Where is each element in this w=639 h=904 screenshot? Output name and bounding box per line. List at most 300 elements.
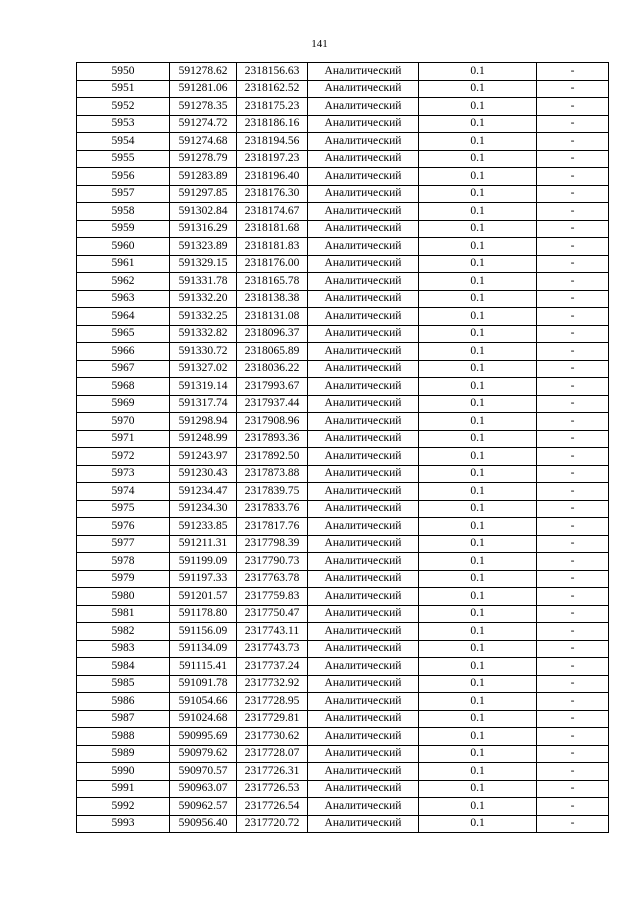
y-coordinate-cell: 2318181.68 xyxy=(237,220,308,238)
table-row xyxy=(77,483,609,501)
method-cell: Аналитический xyxy=(308,500,419,518)
accuracy-cell: 0.1 xyxy=(419,325,537,343)
y-coordinate-cell: 2317732.92 xyxy=(237,675,308,693)
note-cell: - xyxy=(537,63,609,81)
x-coordinate-cell: 590962.57 xyxy=(170,798,237,816)
x-coordinate-cell: 591054.66 xyxy=(170,693,237,711)
x-coordinate-cell: 591234.30 xyxy=(170,500,237,518)
point-number-cell: 5978 xyxy=(77,553,170,571)
x-coordinate-cell: 591278.62 xyxy=(170,63,237,81)
accuracy-cell: 0.1 xyxy=(419,360,537,378)
table-row xyxy=(77,710,609,728)
method-cell: Аналитический xyxy=(308,290,419,308)
table-row xyxy=(77,290,609,308)
x-coordinate-cell: 591178.80 xyxy=(170,605,237,623)
accuracy-cell: 0.1 xyxy=(419,728,537,746)
point-number-cell: 5966 xyxy=(77,343,170,361)
x-coordinate-cell: 591317.74 xyxy=(170,395,237,413)
note-cell: - xyxy=(537,168,609,186)
accuracy-cell: 0.1 xyxy=(419,798,537,816)
note-cell: - xyxy=(537,395,609,413)
table-row xyxy=(77,185,609,203)
accuracy-cell: 0.1 xyxy=(419,745,537,763)
point-number-cell: 5971 xyxy=(77,430,170,448)
method-cell: Аналитический xyxy=(308,763,419,781)
note-cell: - xyxy=(537,815,609,833)
x-coordinate-cell: 590963.07 xyxy=(170,780,237,798)
table-row xyxy=(77,518,609,536)
note-cell: - xyxy=(537,640,609,658)
method-cell: Аналитический xyxy=(308,483,419,501)
accuracy-cell: 0.1 xyxy=(419,640,537,658)
table-row xyxy=(77,308,609,326)
accuracy-cell: 0.1 xyxy=(419,395,537,413)
y-coordinate-cell: 2317893.36 xyxy=(237,430,308,448)
x-coordinate-cell: 591281.06 xyxy=(170,80,237,98)
point-number-cell: 5963 xyxy=(77,290,170,308)
x-coordinate-cell: 591234.47 xyxy=(170,483,237,501)
y-coordinate-cell: 2318036.22 xyxy=(237,360,308,378)
table-row xyxy=(77,325,609,343)
y-coordinate-cell: 2317743.73 xyxy=(237,640,308,658)
y-coordinate-cell: 2318196.40 xyxy=(237,168,308,186)
point-number-cell: 5972 xyxy=(77,448,170,466)
accuracy-cell: 0.1 xyxy=(419,815,537,833)
method-cell: Аналитический xyxy=(308,343,419,361)
y-coordinate-cell: 2318194.56 xyxy=(237,133,308,151)
point-number-cell: 5980 xyxy=(77,588,170,606)
note-cell: - xyxy=(537,553,609,571)
table-row xyxy=(77,378,609,396)
x-coordinate-cell: 591197.33 xyxy=(170,570,237,588)
method-cell: Аналитический xyxy=(308,728,419,746)
x-coordinate-cell: 591091.78 xyxy=(170,675,237,693)
method-cell: Аналитический xyxy=(308,115,419,133)
table-row xyxy=(77,63,609,81)
method-cell: Аналитический xyxy=(308,63,419,81)
point-number-cell: 5985 xyxy=(77,675,170,693)
x-coordinate-cell: 591274.68 xyxy=(170,133,237,151)
method-cell: Аналитический xyxy=(308,535,419,553)
note-cell: - xyxy=(537,220,609,238)
method-cell: Аналитический xyxy=(308,308,419,326)
y-coordinate-cell: 2317720.72 xyxy=(237,815,308,833)
accuracy-cell: 0.1 xyxy=(419,290,537,308)
table-row xyxy=(77,168,609,186)
x-coordinate-cell: 591332.82 xyxy=(170,325,237,343)
accuracy-cell: 0.1 xyxy=(419,238,537,256)
point-number-cell: 5988 xyxy=(77,728,170,746)
method-cell: Аналитический xyxy=(308,570,419,588)
note-cell: - xyxy=(537,325,609,343)
y-coordinate-cell: 2317759.83 xyxy=(237,588,308,606)
accuracy-cell: 0.1 xyxy=(419,378,537,396)
y-coordinate-cell: 2317937.44 xyxy=(237,395,308,413)
table-row xyxy=(77,763,609,781)
note-cell: - xyxy=(537,465,609,483)
table-row xyxy=(77,553,609,571)
accuracy-cell: 0.1 xyxy=(419,535,537,553)
y-coordinate-cell: 2318186.16 xyxy=(237,115,308,133)
method-cell: Аналитический xyxy=(308,413,419,431)
x-coordinate-cell: 591230.43 xyxy=(170,465,237,483)
point-number-cell: 5952 xyxy=(77,98,170,116)
table-row xyxy=(77,675,609,693)
x-coordinate-cell: 591283.89 xyxy=(170,168,237,186)
method-cell: Аналитический xyxy=(308,98,419,116)
accuracy-cell: 0.1 xyxy=(419,343,537,361)
y-coordinate-cell: 2318176.00 xyxy=(237,255,308,273)
accuracy-cell: 0.1 xyxy=(419,185,537,203)
accuracy-cell: 0.1 xyxy=(419,605,537,623)
y-coordinate-cell: 2318176.30 xyxy=(237,185,308,203)
point-number-cell: 5979 xyxy=(77,570,170,588)
accuracy-cell: 0.1 xyxy=(419,220,537,238)
point-number-cell: 5967 xyxy=(77,360,170,378)
y-coordinate-cell: 2318096.37 xyxy=(237,325,308,343)
accuracy-cell: 0.1 xyxy=(419,448,537,466)
x-coordinate-cell: 591297.85 xyxy=(170,185,237,203)
method-cell: Аналитический xyxy=(308,238,419,256)
y-coordinate-cell: 2317892.50 xyxy=(237,448,308,466)
accuracy-cell: 0.1 xyxy=(419,675,537,693)
x-coordinate-cell: 590970.57 xyxy=(170,763,237,781)
method-cell: Аналитический xyxy=(308,780,419,798)
point-number-cell: 5958 xyxy=(77,203,170,221)
method-cell: Аналитический xyxy=(308,273,419,291)
x-coordinate-cell: 591331.78 xyxy=(170,273,237,291)
point-number-cell: 5983 xyxy=(77,640,170,658)
point-number-cell: 5955 xyxy=(77,150,170,168)
method-cell: Аналитический xyxy=(308,203,419,221)
point-number-cell: 5960 xyxy=(77,238,170,256)
table-row xyxy=(77,448,609,466)
note-cell: - xyxy=(537,675,609,693)
method-cell: Аналитический xyxy=(308,815,419,833)
point-number-cell: 5990 xyxy=(77,763,170,781)
note-cell: - xyxy=(537,605,609,623)
accuracy-cell: 0.1 xyxy=(419,710,537,728)
accuracy-cell: 0.1 xyxy=(419,115,537,133)
x-coordinate-cell: 590995.69 xyxy=(170,728,237,746)
method-cell: Аналитический xyxy=(308,360,419,378)
method-cell: Аналитический xyxy=(308,80,419,98)
note-cell: - xyxy=(537,588,609,606)
y-coordinate-cell: 2317726.31 xyxy=(237,763,308,781)
method-cell: Аналитический xyxy=(308,220,419,238)
y-coordinate-cell: 2317737.24 xyxy=(237,658,308,676)
y-coordinate-cell: 2317726.54 xyxy=(237,798,308,816)
x-coordinate-cell: 591298.94 xyxy=(170,413,237,431)
point-number-cell: 5953 xyxy=(77,115,170,133)
method-cell: Аналитический xyxy=(308,745,419,763)
page-number: 141 xyxy=(311,38,328,50)
note-cell: - xyxy=(537,238,609,256)
x-coordinate-cell: 591274.72 xyxy=(170,115,237,133)
accuracy-cell: 0.1 xyxy=(419,430,537,448)
accuracy-cell: 0.1 xyxy=(419,98,537,116)
y-coordinate-cell: 2318138.38 xyxy=(237,290,308,308)
table-row xyxy=(77,413,609,431)
y-coordinate-cell: 2317798.39 xyxy=(237,535,308,553)
x-coordinate-cell: 591243.97 xyxy=(170,448,237,466)
y-coordinate-cell: 2317839.75 xyxy=(237,483,308,501)
note-cell: - xyxy=(537,150,609,168)
x-coordinate-cell: 591316.29 xyxy=(170,220,237,238)
coordinates-table xyxy=(76,62,609,833)
note-cell: - xyxy=(537,115,609,133)
point-number-cell: 5984 xyxy=(77,658,170,676)
method-cell: Аналитический xyxy=(308,518,419,536)
note-cell: - xyxy=(537,763,609,781)
method-cell: Аналитический xyxy=(308,710,419,728)
accuracy-cell: 0.1 xyxy=(419,623,537,641)
y-coordinate-cell: 2317728.07 xyxy=(237,745,308,763)
point-number-cell: 5975 xyxy=(77,500,170,518)
note-cell: - xyxy=(537,448,609,466)
note-cell: - xyxy=(537,273,609,291)
method-cell: Аналитический xyxy=(308,378,419,396)
note-cell: - xyxy=(537,133,609,151)
x-coordinate-cell: 591278.35 xyxy=(170,98,237,116)
y-coordinate-cell: 2317728.95 xyxy=(237,693,308,711)
note-cell: - xyxy=(537,343,609,361)
point-number-cell: 5992 xyxy=(77,798,170,816)
note-cell: - xyxy=(537,483,609,501)
x-coordinate-cell: 591278.79 xyxy=(170,150,237,168)
method-cell: Аналитический xyxy=(308,605,419,623)
accuracy-cell: 0.1 xyxy=(419,413,537,431)
y-coordinate-cell: 2318165.78 xyxy=(237,273,308,291)
point-number-cell: 5959 xyxy=(77,220,170,238)
x-coordinate-cell: 591134.09 xyxy=(170,640,237,658)
point-number-cell: 5962 xyxy=(77,273,170,291)
note-cell: - xyxy=(537,255,609,273)
point-number-cell: 5977 xyxy=(77,535,170,553)
y-coordinate-cell: 2318181.83 xyxy=(237,238,308,256)
x-coordinate-cell: 591199.09 xyxy=(170,553,237,571)
accuracy-cell: 0.1 xyxy=(419,273,537,291)
y-coordinate-cell: 2318162.52 xyxy=(237,80,308,98)
y-coordinate-cell: 2317730.62 xyxy=(237,728,308,746)
table-row xyxy=(77,640,609,658)
x-coordinate-cell: 591332.25 xyxy=(170,308,237,326)
point-number-cell: 5986 xyxy=(77,693,170,711)
accuracy-cell: 0.1 xyxy=(419,203,537,221)
note-cell: - xyxy=(537,745,609,763)
y-coordinate-cell: 2318197.23 xyxy=(237,150,308,168)
point-number-cell: 5982 xyxy=(77,623,170,641)
note-cell: - xyxy=(537,710,609,728)
note-cell: - xyxy=(537,308,609,326)
table-row xyxy=(77,220,609,238)
point-number-cell: 5969 xyxy=(77,395,170,413)
note-cell: - xyxy=(537,798,609,816)
table-row xyxy=(77,133,609,151)
x-coordinate-cell: 590956.40 xyxy=(170,815,237,833)
table-row xyxy=(77,395,609,413)
note-cell: - xyxy=(537,693,609,711)
note-cell: - xyxy=(537,185,609,203)
point-number-cell: 5987 xyxy=(77,710,170,728)
note-cell: - xyxy=(537,80,609,98)
x-coordinate-cell: 591323.89 xyxy=(170,238,237,256)
accuracy-cell: 0.1 xyxy=(419,63,537,81)
method-cell: Аналитический xyxy=(308,658,419,676)
method-cell: Аналитический xyxy=(308,553,419,571)
table-row xyxy=(77,605,609,623)
accuracy-cell: 0.1 xyxy=(419,133,537,151)
accuracy-cell: 0.1 xyxy=(419,658,537,676)
table-row xyxy=(77,150,609,168)
method-cell: Аналитический xyxy=(308,325,419,343)
table-row xyxy=(77,255,609,273)
note-cell: - xyxy=(537,203,609,221)
point-number-cell: 5957 xyxy=(77,185,170,203)
table-row xyxy=(77,780,609,798)
note-cell: - xyxy=(537,413,609,431)
method-cell: Аналитический xyxy=(308,255,419,273)
note-cell: - xyxy=(537,98,609,116)
method-cell: Аналитический xyxy=(308,693,419,711)
method-cell: Аналитический xyxy=(308,640,419,658)
y-coordinate-cell: 2317763.78 xyxy=(237,570,308,588)
y-coordinate-cell: 2317743.11 xyxy=(237,623,308,641)
accuracy-cell: 0.1 xyxy=(419,150,537,168)
method-cell: Аналитический xyxy=(308,448,419,466)
y-coordinate-cell: 2317790.73 xyxy=(237,553,308,571)
note-cell: - xyxy=(537,290,609,308)
y-coordinate-cell: 2318156.63 xyxy=(237,63,308,81)
table-row xyxy=(77,98,609,116)
note-cell: - xyxy=(537,430,609,448)
coordinates-table-body xyxy=(77,63,609,833)
table-row xyxy=(77,728,609,746)
point-number-cell: 5989 xyxy=(77,745,170,763)
note-cell: - xyxy=(537,658,609,676)
point-number-cell: 5968 xyxy=(77,378,170,396)
table-row xyxy=(77,588,609,606)
y-coordinate-cell: 2317726.53 xyxy=(237,780,308,798)
accuracy-cell: 0.1 xyxy=(419,80,537,98)
point-number-cell: 5956 xyxy=(77,168,170,186)
x-coordinate-cell: 591248.99 xyxy=(170,430,237,448)
accuracy-cell: 0.1 xyxy=(419,465,537,483)
x-coordinate-cell: 591330.72 xyxy=(170,343,237,361)
point-number-cell: 5965 xyxy=(77,325,170,343)
note-cell: - xyxy=(537,500,609,518)
note-cell: - xyxy=(537,570,609,588)
y-coordinate-cell: 2317750.47 xyxy=(237,605,308,623)
accuracy-cell: 0.1 xyxy=(419,763,537,781)
table-row xyxy=(77,500,609,518)
point-number-cell: 5951 xyxy=(77,80,170,98)
table-row xyxy=(77,203,609,221)
table-row xyxy=(77,115,609,133)
accuracy-cell: 0.1 xyxy=(419,588,537,606)
note-cell: - xyxy=(537,780,609,798)
x-coordinate-cell: 591329.15 xyxy=(170,255,237,273)
point-number-cell: 5961 xyxy=(77,255,170,273)
point-number-cell: 5964 xyxy=(77,308,170,326)
point-number-cell: 5993 xyxy=(77,815,170,833)
method-cell: Аналитический xyxy=(308,133,419,151)
table-row xyxy=(77,693,609,711)
table-row xyxy=(77,623,609,641)
x-coordinate-cell: 591201.57 xyxy=(170,588,237,606)
method-cell: Аналитический xyxy=(308,623,419,641)
point-number-cell: 5954 xyxy=(77,133,170,151)
note-cell: - xyxy=(537,535,609,553)
y-coordinate-cell: 2317908.96 xyxy=(237,413,308,431)
x-coordinate-cell: 591156.09 xyxy=(170,623,237,641)
x-coordinate-cell: 591332.20 xyxy=(170,290,237,308)
table-row xyxy=(77,360,609,378)
x-coordinate-cell: 591211.31 xyxy=(170,535,237,553)
table-row xyxy=(77,465,609,483)
x-coordinate-cell: 590979.62 xyxy=(170,745,237,763)
point-number-cell: 5981 xyxy=(77,605,170,623)
table-row xyxy=(77,815,609,833)
point-number-cell: 5976 xyxy=(77,518,170,536)
accuracy-cell: 0.1 xyxy=(419,483,537,501)
point-number-cell: 5974 xyxy=(77,483,170,501)
x-coordinate-cell: 591319.14 xyxy=(170,378,237,396)
point-number-cell: 5973 xyxy=(77,465,170,483)
accuracy-cell: 0.1 xyxy=(419,570,537,588)
method-cell: Аналитический xyxy=(308,185,419,203)
note-cell: - xyxy=(537,360,609,378)
method-cell: Аналитический xyxy=(308,168,419,186)
accuracy-cell: 0.1 xyxy=(419,693,537,711)
x-coordinate-cell: 591302.84 xyxy=(170,203,237,221)
table-row xyxy=(77,798,609,816)
point-number-cell: 5970 xyxy=(77,413,170,431)
y-coordinate-cell: 2317993.67 xyxy=(237,378,308,396)
x-coordinate-cell: 591327.02 xyxy=(170,360,237,378)
table-row xyxy=(77,745,609,763)
y-coordinate-cell: 2318065.89 xyxy=(237,343,308,361)
accuracy-cell: 0.1 xyxy=(419,500,537,518)
note-cell: - xyxy=(537,378,609,396)
accuracy-cell: 0.1 xyxy=(419,553,537,571)
method-cell: Аналитический xyxy=(308,588,419,606)
method-cell: Аналитический xyxy=(308,395,419,413)
accuracy-cell: 0.1 xyxy=(419,308,537,326)
accuracy-cell: 0.1 xyxy=(419,518,537,536)
y-coordinate-cell: 2318174.67 xyxy=(237,203,308,221)
table-row xyxy=(77,238,609,256)
method-cell: Аналитический xyxy=(308,798,419,816)
method-cell: Аналитический xyxy=(308,675,419,693)
y-coordinate-cell: 2318175.23 xyxy=(237,98,308,116)
y-coordinate-cell: 2317817.76 xyxy=(237,518,308,536)
accuracy-cell: 0.1 xyxy=(419,780,537,798)
accuracy-cell: 0.1 xyxy=(419,255,537,273)
table-row xyxy=(77,343,609,361)
method-cell: Аналитический xyxy=(308,465,419,483)
note-cell: - xyxy=(537,623,609,641)
table-row xyxy=(77,570,609,588)
method-cell: Аналитический xyxy=(308,150,419,168)
x-coordinate-cell: 591115.41 xyxy=(170,658,237,676)
x-coordinate-cell: 591233.85 xyxy=(170,518,237,536)
y-coordinate-cell: 2318131.08 xyxy=(237,308,308,326)
accuracy-cell: 0.1 xyxy=(419,168,537,186)
note-cell: - xyxy=(537,518,609,536)
y-coordinate-cell: 2317873.88 xyxy=(237,465,308,483)
y-coordinate-cell: 2317833.76 xyxy=(237,500,308,518)
